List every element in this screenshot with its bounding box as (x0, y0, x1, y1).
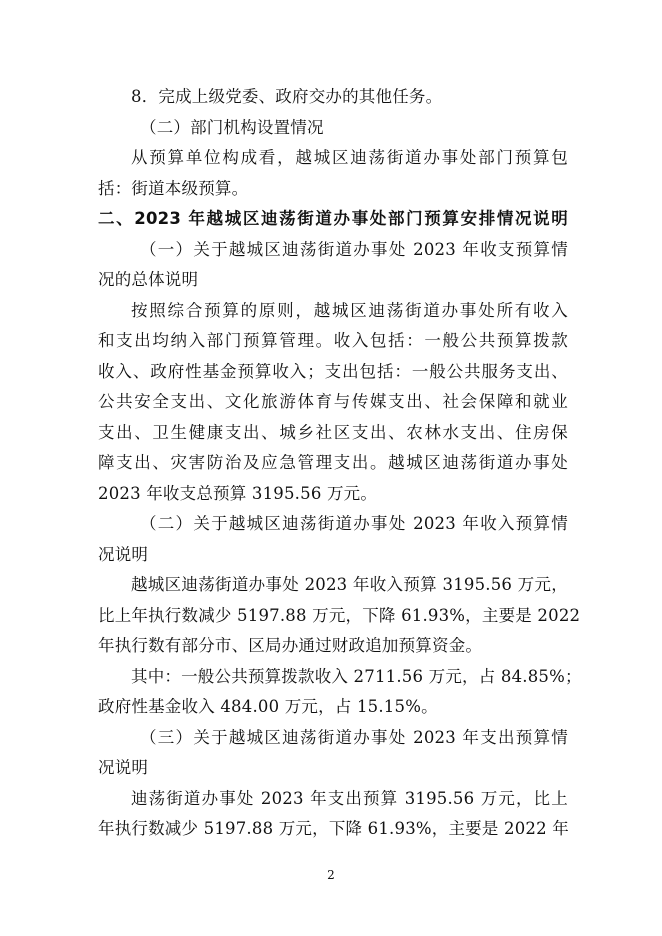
subsection-heading-income: （二）关于越城区迪荡街道办事处 2023 年收入预算情 (140, 514, 568, 533)
paragraph-line: 越城区迪荡街道办事处 2023 年收入预算 3195.56 万元， (131, 575, 568, 594)
subsection-heading-expenditure: （三）关于越城区迪荡街道办事处 2023 年支出预算情 (140, 728, 568, 747)
paragraph-line: 其中：一般公共预算拨款收入 2711.56 万元，占 84.85%； (131, 667, 582, 686)
subsection-heading-expenditure-cont: 况说明 (98, 758, 149, 777)
subsection-heading-overall-cont: 况的总体说明 (98, 270, 199, 289)
section-heading-org-setup: （二）部门机构设置情况 (140, 118, 324, 137)
paragraph-line: 2023 年收支总预算 3195.56 万元。 (98, 484, 378, 503)
paragraph-line: 括：街道本级预算。 (98, 179, 249, 198)
paragraph-line: 年执行数减少 5197.88 万元，下降 61.93%，主要是 2022 年 (98, 819, 569, 838)
paragraph-line: 障支出、灾害防治及应急管理支出。越城区迪荡街道办事处 (98, 453, 568, 472)
paragraph-line: 政府性基金收入 484.00 万元，占 15.15%。 (98, 697, 438, 716)
paragraph-line: 和支出均纳入部门预算管理。收入包括：一般公共预算拨款 (98, 331, 568, 350)
main-heading-budget-arrangement: 二、2023 年越城区迪荡街道办事处部门预算安排情况说明 (98, 209, 568, 228)
paragraph-line: 支出、卫生健康支出、城乡社区支出、农林水支出、住房保 (98, 423, 568, 442)
subsection-heading-overall: （一）关于越城区迪荡街道办事处 2023 年收支预算情 (140, 240, 568, 259)
paragraph-line: 收入、政府性基金预算收入；支出包括：一般公共服务支出、 (98, 362, 568, 381)
subsection-heading-income-cont: 况说明 (98, 545, 149, 564)
paragraph-item-8: 8．完成上级党委、政府交办的其他任务。 (131, 87, 443, 106)
paragraph-line: 从预算单位构成看，越城区迪荡街道办事处部门预算包 (131, 148, 568, 167)
paragraph-line: 迪荡街道办事处 2023 年支出预算 3195.56 万元，比上 (131, 789, 568, 808)
paragraph-line: 公共安全支出、文化旅游体育与传媒支出、社会保障和就业 (98, 392, 568, 411)
paragraph-line: 比上年执行数减少 5197.88 万元，下降 61.93%，主要是 2022 (98, 606, 581, 625)
page-number: 2 (327, 868, 335, 882)
paragraph-line: 按照综合预算的原则，越城区迪荡街道办事处所有收入 (131, 301, 568, 320)
paragraph-line: 年执行数有部分市、区局办通过财政追加预算资金。 (98, 636, 483, 655)
